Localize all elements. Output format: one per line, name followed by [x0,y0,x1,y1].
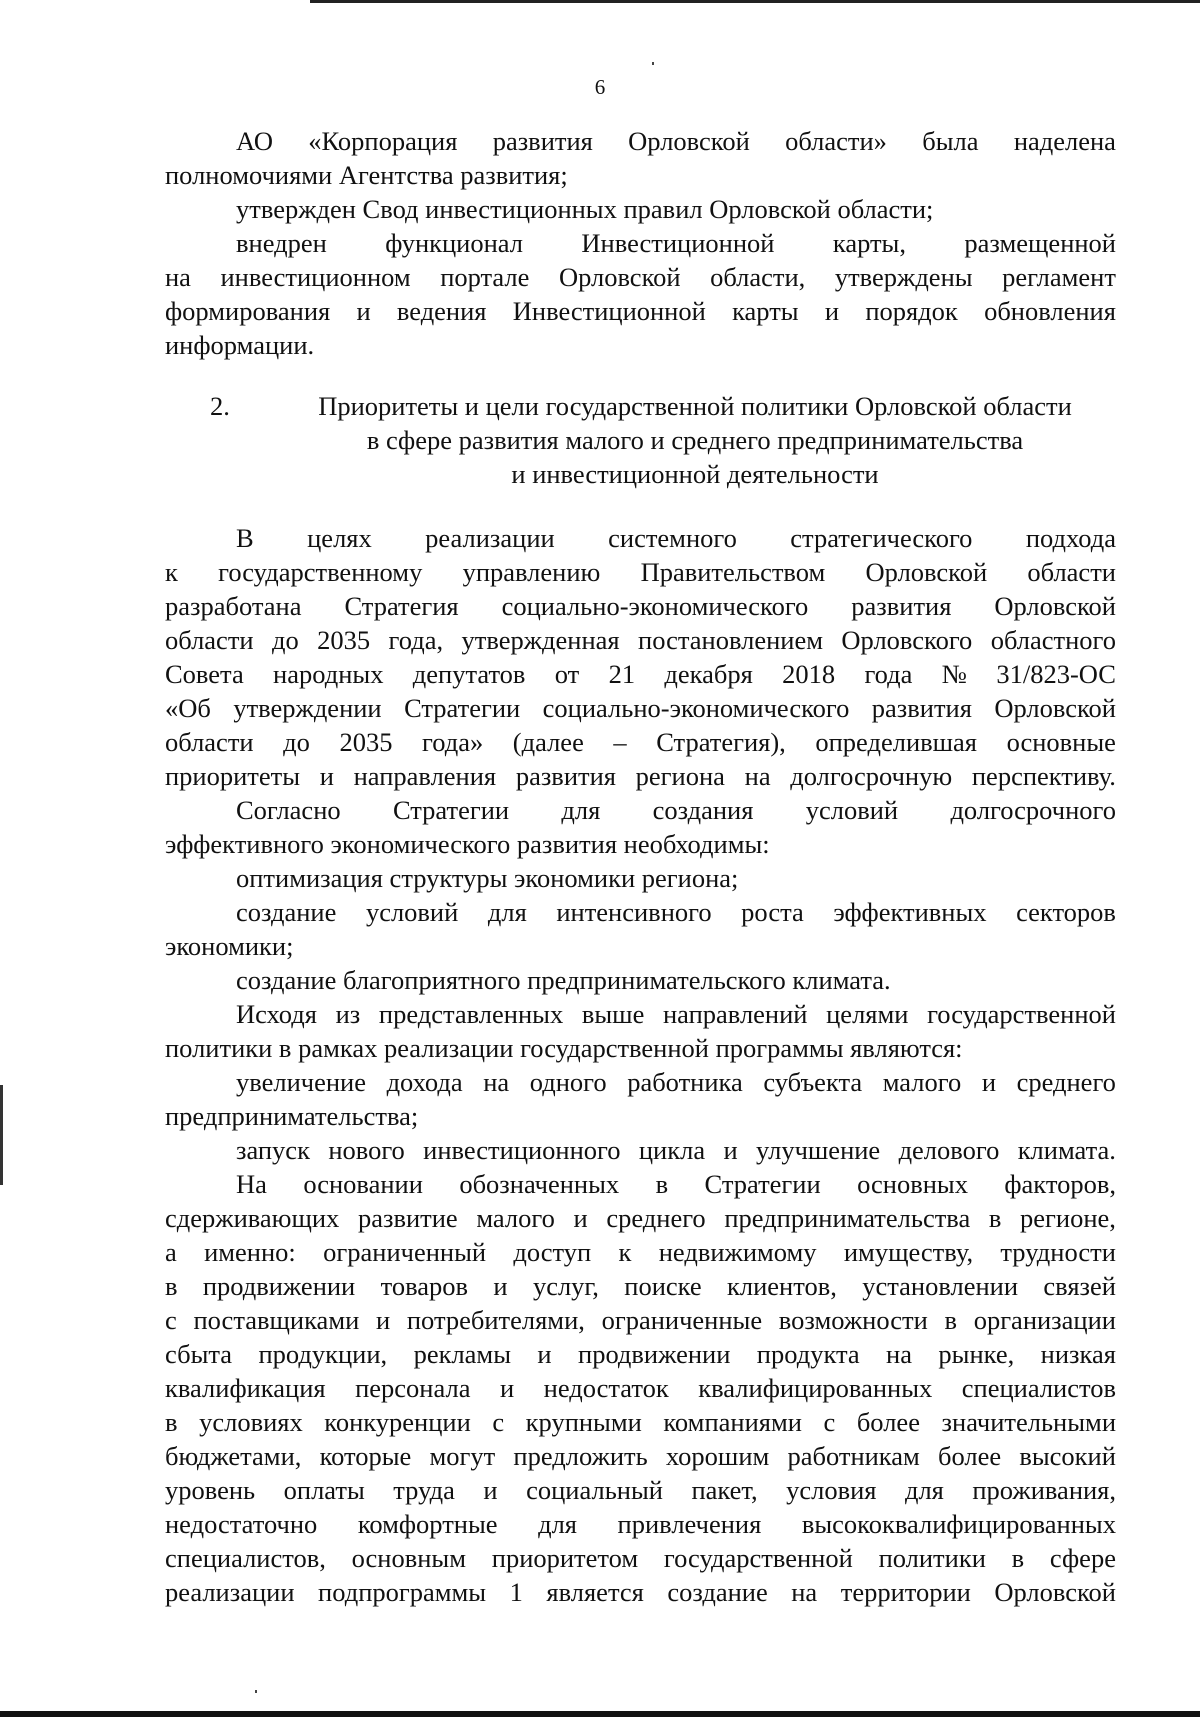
text-line: на инвестиционном портале Орловской области, утверждены регламент [165,262,1116,292]
text-line: формирования и ведения Инвестиционной карты и порядок обновления [165,296,1116,326]
text-line: сдерживающих развитие малого и среднего предпринимательства в регионе, [165,1203,1116,1233]
text-line: внедрен функционал Инвестиционной карты, размещенной [236,228,1116,258]
text-line: оптимизация структуры экономики региона; [236,863,739,893]
section-title-line: Приоритеты и цели государственной политики Орловской области [318,391,1072,421]
text-line: реализации подпрограммы 1 является создание на территории Орловской [165,1577,1116,1607]
scan-speck [652,62,654,65]
scan-edge-bottom [0,1711,1200,1717]
section-title-line: и инвестиционной деятельности [511,459,879,489]
text-line: увеличение дохода на одного работника субъекта малого и среднего [236,1067,1116,1097]
text-line: «Об утверждении Стратегии социально-экономического развития Орловской [165,693,1116,723]
section-number: 2. [210,391,230,421]
text-line: полномочиями Агентства развития; [165,160,568,190]
scan-speck [255,1690,257,1693]
text-line: в продвижении товаров и услуг, поиске клиентов, установлении связей [165,1271,1116,1301]
text-line: к государственному управлению Правительством Орловской области [165,557,1116,587]
text-line: Исходя из представленных выше направлений целями государственной [236,999,1116,1029]
text-line: приоритеты и направления развития региона на долгосрочную перспективу. [165,761,1116,791]
text-line: создание условий для интенсивного роста эффективных секторов [236,897,1116,927]
text-line: АО «Корпорация развития Орловской области» была наделена [236,126,1116,156]
text-line: экономики; [165,931,294,961]
page-number: 6 [594,75,606,99]
text-line: в условиях конкуренции с крупными компаниями с более значительными [165,1407,1116,1437]
text-line: запуск нового инвестиционного цикла и улучшение делового климата. [236,1135,1116,1165]
section-title-line: в сфере развития малого и среднего предпринимательства [366,425,1024,455]
text-line: бюджетами, которые могут предложить хорошим работникам более высокий [165,1441,1116,1471]
text-line: В целях реализации системного стратегического подхода [236,523,1116,553]
scan-edge-left [0,1085,3,1185]
text-line: области до 2035 года, утвержденная постановлением Орловского областного [165,625,1116,655]
text-line: области до 2035 года» (далее – Стратегия), определившая основные [165,727,1116,757]
text-line: уровень оплаты труда и социальный пакет, условия для проживания, [165,1475,1116,1505]
text-line: с поставщиками и потребителями, ограниченные возможности в организации [165,1305,1116,1335]
text-line: Совета народных депутатов от 21 декабря 2018 года № 31/823-ОС [165,659,1116,689]
text-line: предпринимательства; [165,1101,419,1131]
text-line: специалистов, основным приоритетом государственной политики в сфере [165,1543,1116,1573]
text-line: создание благоприятного предпринимательского климата. [236,965,891,995]
text-line: Согласно Стратегии для создания условий долгосрочного [236,795,1116,825]
text-line: недостаточно комфортные для привлечения высококвалифицированных [165,1509,1116,1539]
scan-edge-top [310,0,1200,3]
text-line: политики в рамках реализации государственной программы являются: [165,1033,963,1063]
text-line: информации. [165,330,315,360]
text-line: эффективного экономического развития необходимы: [165,829,770,859]
text-line: На основании обозначенных в Стратегии основных факторов, [236,1169,1116,1199]
text-line: а именно: ограниченный доступ к недвижимому имуществу, трудности [165,1237,1116,1267]
text-line: сбыта продукции, рекламы и продвижении продукта на рынке, низкая [165,1339,1116,1369]
text-line: разработана Стратегия социально-экономического развития Орловской [165,591,1116,621]
text-line: квалификация персонала и недостаток квалифицированных специалистов [165,1373,1116,1403]
text-line: утвержден Свод инвестиционных правил Орловской области; [236,194,934,224]
